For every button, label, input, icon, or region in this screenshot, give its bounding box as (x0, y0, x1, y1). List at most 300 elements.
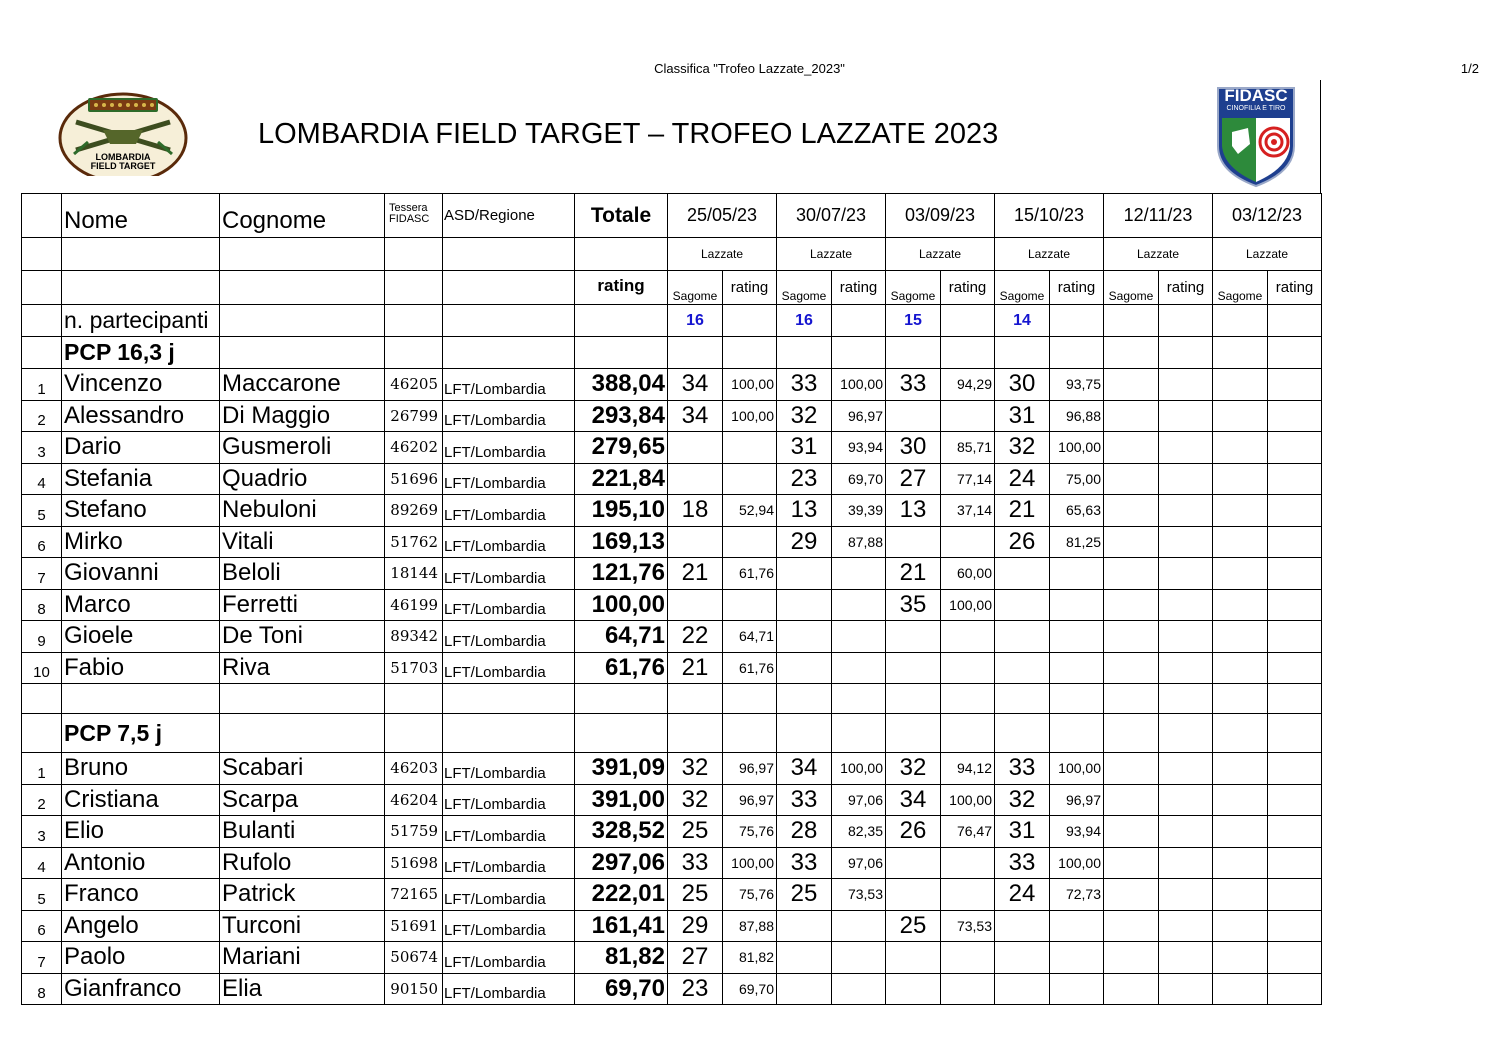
athlete-first-name: Elio (62, 816, 220, 848)
category-title: PCP 16,3 j (62, 337, 220, 369)
fidasc-card-number: 46204 (385, 784, 443, 816)
rank-position: 6 (22, 910, 62, 942)
athlete-last-name: Mariani (220, 942, 385, 974)
targets-hit (1213, 942, 1268, 974)
right-border-line (1320, 80, 1321, 194)
lombardia-field-target-logo (58, 92, 188, 186)
athlete-last-name: Scarpa (220, 784, 385, 816)
event-rating (941, 652, 995, 684)
event-rating (1268, 621, 1322, 653)
targets-hit: 32 (995, 432, 1050, 464)
targets-hit: 33 (886, 369, 941, 401)
athlete-first-name: Stefano (62, 495, 220, 527)
empty-cell (723, 714, 777, 753)
total-rating: 297,06 (575, 847, 668, 879)
athlete-row (22, 463, 1322, 495)
total-rating: 221,84 (575, 463, 668, 495)
targets-hit (995, 652, 1050, 684)
event-date: 25/05/23 (668, 194, 777, 238)
total-rating: 293,84 (575, 400, 668, 432)
participants-count: 14 (995, 305, 1050, 337)
targets-hit (668, 589, 723, 621)
targets-hit (1104, 942, 1159, 974)
empty-cell (1104, 714, 1159, 753)
document-title: Classifica "Trofeo Lazzate_2023" (654, 61, 845, 76)
event-location: Lazzate (777, 238, 886, 271)
category-row (22, 337, 1322, 369)
event-rating (832, 910, 886, 942)
athlete-first-name: Gianfranco (62, 973, 220, 1005)
athlete-last-name: Vitali (220, 526, 385, 558)
athlete-last-name: De Toni (220, 621, 385, 653)
targets-hit (1213, 910, 1268, 942)
empty-cell (1268, 305, 1322, 337)
athlete-first-name: Antonio (62, 847, 220, 879)
empty-cell (1050, 714, 1104, 753)
targets-hit: 29 (668, 910, 723, 942)
athlete-first-name: Bruno (62, 753, 220, 785)
athlete-row (22, 369, 1322, 401)
event-rating: 60,00 (941, 558, 995, 590)
rank-position: 6 (22, 526, 62, 558)
event-rating (832, 589, 886, 621)
empty-cell (220, 714, 385, 753)
targets-hit (1213, 973, 1268, 1005)
empty-cell (220, 305, 385, 337)
event-rating: 94,29 (941, 369, 995, 401)
targets-hit: 26 (995, 526, 1050, 558)
total-rating: 279,65 (575, 432, 668, 464)
empty-cell (443, 714, 575, 753)
targets-hit (1104, 753, 1159, 785)
athlete-first-name: Marco (62, 589, 220, 621)
rank-position: 4 (22, 847, 62, 879)
event-date: 30/07/23 (777, 194, 886, 238)
event-rating (1268, 526, 1322, 558)
header-sagome: Sagome (777, 271, 832, 305)
targets-hit (995, 942, 1050, 974)
fidasc-card-number: 72165 (385, 879, 443, 911)
event-rating (1050, 973, 1104, 1005)
event-rating: 81,25 (1050, 526, 1104, 558)
event-rating: 75,76 (723, 816, 777, 848)
empty-cell (832, 684, 886, 714)
event-rating: 69,70 (832, 463, 886, 495)
empty-cell (443, 684, 575, 714)
empty-cell (1213, 337, 1268, 369)
event-rating (1159, 495, 1213, 527)
club-region: LFT/Lombardia (443, 495, 575, 527)
empty-cell (220, 337, 385, 369)
event-rating (941, 879, 995, 911)
targets-hit (1213, 432, 1268, 464)
club-region: LFT/Lombardia (443, 621, 575, 653)
empty-cell (777, 337, 832, 369)
event-date: 03/09/23 (886, 194, 995, 238)
event-rating: 73,53 (941, 910, 995, 942)
targets-hit (668, 526, 723, 558)
header-sagome: Sagome (668, 271, 723, 305)
empty-cell (668, 337, 723, 369)
header-rating: rating (723, 271, 777, 305)
main-title: LOMBARDIA FIELD TARGET – TROFEO LAZZATE 2023 (258, 118, 999, 150)
club-region: LFT/Lombardia (443, 973, 575, 1005)
empty-cell (723, 337, 777, 369)
club-region: LFT/Lombardia (443, 910, 575, 942)
event-rating: 37,14 (941, 495, 995, 527)
event-rating (1268, 369, 1322, 401)
rank-position: 8 (22, 973, 62, 1005)
targets-hit: 26 (886, 816, 941, 848)
event-rating: 100,00 (1050, 753, 1104, 785)
empty-cell (941, 305, 995, 337)
athlete-first-name: Franco (62, 879, 220, 911)
targets-hit: 31 (995, 816, 1050, 848)
rank-position: 2 (22, 400, 62, 432)
fidasc-card-number: 89269 (385, 495, 443, 527)
category-title: PCP 7,5 j (62, 714, 220, 753)
athlete-first-name: Giovanni (62, 558, 220, 590)
targets-hit (1104, 816, 1159, 848)
event-rating: 93,94 (832, 432, 886, 464)
empty-cell (22, 684, 62, 714)
targets-hit: 32 (668, 784, 723, 816)
targets-hit (886, 621, 941, 653)
fidasc-card-number: 51698 (385, 847, 443, 879)
event-rating: 73,53 (832, 879, 886, 911)
targets-hit (886, 400, 941, 432)
empty-cell (22, 238, 62, 271)
targets-hit (886, 847, 941, 879)
targets-hit (1104, 432, 1159, 464)
total-rating: 391,00 (575, 784, 668, 816)
targets-hit (1104, 652, 1159, 684)
targets-hit (995, 621, 1050, 653)
empty-cell (22, 271, 62, 305)
targets-hit: 13 (777, 495, 832, 527)
header-total-rating: rating (575, 271, 668, 305)
empty-cell (575, 238, 668, 271)
event-rating (941, 400, 995, 432)
event-rating (1268, 432, 1322, 464)
event-rating (1268, 400, 1322, 432)
total-rating: 169,13 (575, 526, 668, 558)
targets-hit (886, 973, 941, 1005)
subheader-row (22, 271, 1322, 305)
athlete-row (22, 847, 1322, 879)
targets-hit: 34 (886, 784, 941, 816)
empty-cell (1050, 684, 1104, 714)
total-rating: 161,41 (575, 910, 668, 942)
event-rating (723, 463, 777, 495)
event-rating (1159, 879, 1213, 911)
athlete-last-name: Nebuloni (220, 495, 385, 527)
event-rating (1268, 558, 1322, 590)
rank-position: 1 (22, 369, 62, 401)
empty-cell (220, 238, 385, 271)
empty-cell (220, 684, 385, 714)
empty-cell (22, 305, 62, 337)
club-region: LFT/Lombardia (443, 652, 575, 684)
empty-cell (995, 714, 1050, 753)
participants-label: n. partecipanti (62, 305, 220, 337)
event-rating: 100,00 (1050, 432, 1104, 464)
club-region: LFT/Lombardia (443, 526, 575, 558)
athlete-row (22, 816, 1322, 848)
targets-hit (1104, 526, 1159, 558)
event-rating: 100,00 (941, 589, 995, 621)
header-totale: Totale (575, 194, 668, 238)
event-rating (1159, 621, 1213, 653)
empty-cell (1268, 714, 1322, 753)
empty-cell (995, 684, 1050, 714)
athlete-last-name: Riva (220, 652, 385, 684)
targets-hit: 23 (668, 973, 723, 1005)
total-rating: 61,76 (575, 652, 668, 684)
empty-cell (1159, 337, 1213, 369)
participants-row (22, 305, 1322, 337)
fidasc-card-number: 51703 (385, 652, 443, 684)
rank-position: 8 (22, 589, 62, 621)
athlete-row (22, 652, 1322, 684)
targets-hit (1213, 369, 1268, 401)
rank-position: 1 (22, 753, 62, 785)
event-rating (723, 589, 777, 621)
empty-cell (832, 714, 886, 753)
event-rating: 65,63 (1050, 495, 1104, 527)
targets-hit (1213, 753, 1268, 785)
athlete-row (22, 526, 1322, 558)
event-rating: 93,94 (1050, 816, 1104, 848)
header-tessera-line2: FIDASC (389, 213, 430, 225)
event-rating (832, 621, 886, 653)
event-rating (1268, 847, 1322, 879)
page-header (0, 61, 1499, 79)
club-region: LFT/Lombardia (443, 589, 575, 621)
targets-hit (777, 621, 832, 653)
empty-cell (62, 684, 220, 714)
total-rating: 388,04 (575, 369, 668, 401)
targets-hit: 21 (668, 652, 723, 684)
event-rating: 69,70 (723, 973, 777, 1005)
event-location: Lazzate (886, 238, 995, 271)
event-rating: 100,00 (723, 847, 777, 879)
lft-logo-text-line1: LOMBARDIA (95, 152, 151, 162)
targets-hit: 33 (995, 753, 1050, 785)
fidasc-card-number: 46202 (385, 432, 443, 464)
club-region: LFT/Lombardia (443, 369, 575, 401)
empty-cell (668, 714, 723, 753)
rank-position: 7 (22, 558, 62, 590)
targets-hit (1104, 621, 1159, 653)
athlete-row (22, 753, 1322, 785)
empty-cell (832, 305, 886, 337)
event-rating (1268, 463, 1322, 495)
empty-cell (723, 305, 777, 337)
event-rating: 100,00 (1050, 847, 1104, 879)
event-rating: 94,12 (941, 753, 995, 785)
athlete-last-name: Patrick (220, 879, 385, 911)
event-rating: 87,88 (832, 526, 886, 558)
targets-hit (1213, 589, 1268, 621)
event-rating (1268, 784, 1322, 816)
club-region: LFT/Lombardia (443, 942, 575, 974)
targets-hit (1104, 973, 1159, 1005)
targets-hit: 31 (995, 400, 1050, 432)
club-region: LFT/Lombardia (443, 400, 575, 432)
club-region: LFT/Lombardia (443, 879, 575, 911)
targets-hit (668, 463, 723, 495)
empty-cell (668, 684, 723, 714)
event-rating (1268, 652, 1322, 684)
targets-hit (1213, 495, 1268, 527)
event-rating: 72,73 (1050, 879, 1104, 911)
targets-hit (1104, 847, 1159, 879)
targets-hit: 21 (995, 495, 1050, 527)
total-rating: 391,09 (575, 753, 668, 785)
fidasc-card-number: 18144 (385, 558, 443, 590)
event-rating: 76,47 (941, 816, 995, 848)
athlete-first-name: Cristiana (62, 784, 220, 816)
targets-hit: 29 (777, 526, 832, 558)
empty-cell (1159, 305, 1213, 337)
event-rating: 87,88 (723, 910, 777, 942)
targets-hit (1104, 558, 1159, 590)
total-rating: 222,01 (575, 879, 668, 911)
empty-cell (886, 684, 941, 714)
targets-hit: 32 (995, 784, 1050, 816)
empty-cell (1050, 337, 1104, 369)
targets-hit (1213, 879, 1268, 911)
targets-hit: 25 (777, 879, 832, 911)
total-rating: 121,76 (575, 558, 668, 590)
event-rating (941, 847, 995, 879)
athlete-first-name: Stefania (62, 463, 220, 495)
empty-cell (832, 337, 886, 369)
event-rating: 64,71 (723, 621, 777, 653)
participants-count (1213, 305, 1268, 337)
rank-position: 3 (22, 816, 62, 848)
empty-cell (723, 684, 777, 714)
participants-count: 16 (668, 305, 723, 337)
targets-hit (777, 558, 832, 590)
header-sagome: Sagome (995, 271, 1050, 305)
athlete-row (22, 589, 1322, 621)
fidasc-card-number: 46199 (385, 589, 443, 621)
athlete-row (22, 879, 1322, 911)
empty-cell (1104, 684, 1159, 714)
targets-hit: 27 (886, 463, 941, 495)
event-rating (1159, 589, 1213, 621)
event-rating (1159, 847, 1213, 879)
event-rating (1159, 816, 1213, 848)
targets-hit: 23 (777, 463, 832, 495)
event-rating: 82,35 (832, 816, 886, 848)
empty-cell (385, 271, 443, 305)
club-region: LFT/Lombardia (443, 816, 575, 848)
empty-cell (1050, 305, 1104, 337)
fidasc-logo (1212, 84, 1300, 188)
event-rating: 61,76 (723, 558, 777, 590)
event-rating (1050, 942, 1104, 974)
targets-hit (886, 652, 941, 684)
event-rating (1159, 432, 1213, 464)
fidasc-card-number: 51759 (385, 816, 443, 848)
total-rating: 328,52 (575, 816, 668, 848)
targets-hit (886, 526, 941, 558)
event-rating (1268, 816, 1322, 848)
event-rating (1268, 973, 1322, 1005)
event-rating (832, 973, 886, 1005)
targets-hit (668, 432, 723, 464)
location-row (22, 238, 1322, 271)
athlete-row (22, 495, 1322, 527)
targets-hit (1213, 621, 1268, 653)
event-rating (1050, 910, 1104, 942)
targets-hit (995, 558, 1050, 590)
event-rating (941, 526, 995, 558)
athlete-last-name: Turconi (220, 910, 385, 942)
targets-hit: 13 (886, 495, 941, 527)
targets-hit (1104, 400, 1159, 432)
event-rating (1050, 621, 1104, 653)
event-rating (1159, 526, 1213, 558)
empty-cell (1213, 714, 1268, 753)
empty-cell (385, 714, 443, 753)
empty-cell (1268, 337, 1322, 369)
header-tessera (385, 194, 443, 238)
targets-hit (886, 942, 941, 974)
event-rating: 96,88 (1050, 400, 1104, 432)
targets-hit: 22 (668, 621, 723, 653)
targets-hit: 25 (886, 910, 941, 942)
targets-hit (995, 910, 1050, 942)
athlete-row (22, 432, 1322, 464)
empty-cell (443, 271, 575, 305)
event-rating: 97,06 (832, 784, 886, 816)
targets-hit (1104, 495, 1159, 527)
athlete-last-name: Quadrio (220, 463, 385, 495)
athlete-first-name: Vincenzo (62, 369, 220, 401)
empty-cell (575, 337, 668, 369)
targets-hit (1213, 847, 1268, 879)
athlete-first-name: Angelo (62, 910, 220, 942)
total-rating: 64,71 (575, 621, 668, 653)
targets-hit (1104, 369, 1159, 401)
standings-table (21, 193, 1322, 1005)
targets-hit: 30 (886, 432, 941, 464)
lft-logo-text-line2: FIELD TARGET (90, 161, 156, 171)
header-tessera-line1: Tessera (389, 202, 428, 214)
rank-position: 9 (22, 621, 62, 653)
empty-cell (62, 238, 220, 271)
empty-cell (777, 714, 832, 753)
targets-hit: 21 (886, 558, 941, 590)
fidasc-card-number: 46203 (385, 753, 443, 785)
event-rating (1159, 652, 1213, 684)
rank-position: 5 (22, 879, 62, 911)
fidasc-card-number: 51696 (385, 463, 443, 495)
event-rating: 100,00 (723, 400, 777, 432)
athlete-row (22, 942, 1322, 974)
empty-cell (941, 684, 995, 714)
header-sagome: Sagome (1104, 271, 1159, 305)
rank-position: 5 (22, 495, 62, 527)
targets-hit: 28 (777, 816, 832, 848)
header-sagome: Sagome (886, 271, 941, 305)
header-rating: rating (1050, 271, 1104, 305)
total-rating: 100,00 (575, 589, 668, 621)
